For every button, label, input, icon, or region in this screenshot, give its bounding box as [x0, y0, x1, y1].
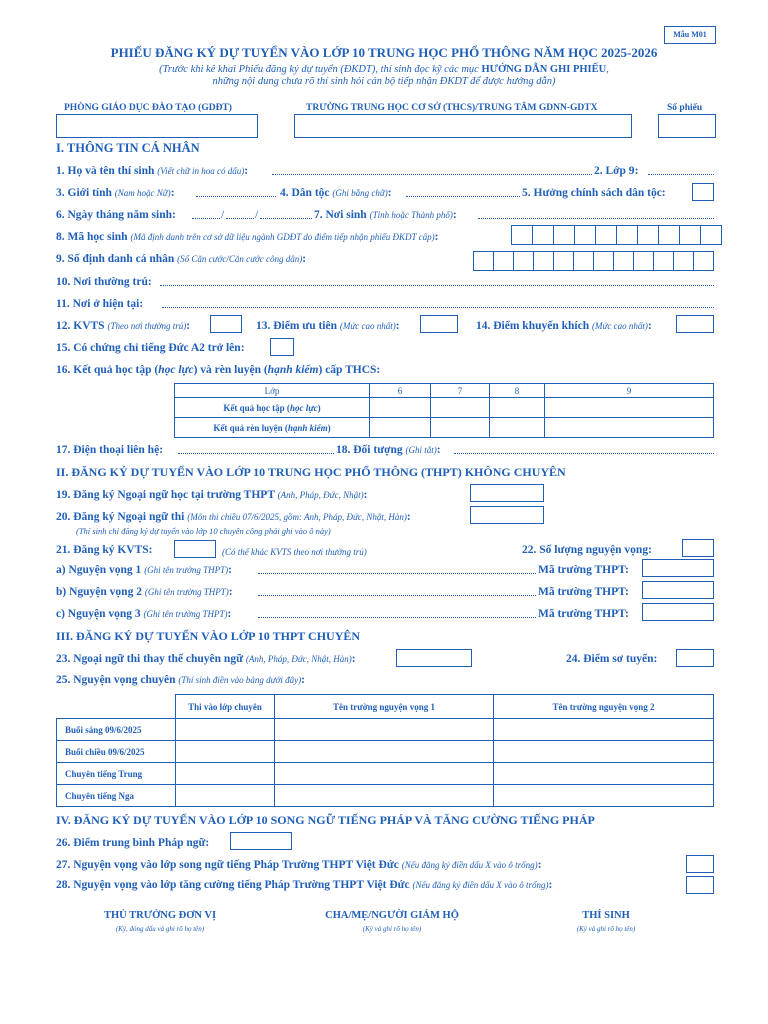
nv1-code-input[interactable]: [642, 559, 714, 577]
field-22-input[interactable]: [682, 539, 714, 557]
field-23-label: 23. Ngoại ngữ thi thay thế chuyên ngữ (Anh, Pháp, Đức, Nhật, Hàn):: [56, 653, 356, 665]
field-26-input[interactable]: [230, 832, 292, 850]
specialized-cell[interactable]: [176, 785, 275, 807]
nv3-code-input[interactable]: [642, 603, 714, 621]
field-6-label: 6. Ngày tháng năm sinh:: [56, 209, 176, 221]
field-14-label: 14. Điểm khuyến khích (Mức cao nhất):: [476, 320, 652, 332]
specialized-row-morning: Buổi sáng 09/6/2025: [57, 719, 176, 741]
page-subtitle-2: những nội dung chưa rõ thí sinh hỏi cán bộ tiếp nhận ĐKDT để được hướng dẫn): [212, 76, 556, 87]
field-15-checkbox[interactable]: [270, 338, 294, 356]
field-17-label: 17. Điện thoại liên hệ:: [56, 444, 164, 456]
field-23-input[interactable]: [396, 649, 472, 667]
field-7-line[interactable]: [478, 218, 714, 219]
results-header-7: 7: [431, 384, 490, 398]
specialized-cell[interactable]: [176, 763, 275, 785]
sign-student-hint: (Ký và ghi rõ họ tên): [576, 925, 636, 933]
field-18-label: 18. Đối tượng (Ghi tắt):: [336, 444, 441, 456]
section-1-title: I. THÔNG TIN CÁ NHÂN: [56, 141, 200, 155]
field-9-label: 9. Số định danh cá nhân (Số Căn cước/Căn cước công dân):: [56, 253, 307, 265]
results-header-6: 6: [370, 384, 431, 398]
results-header-9: 9: [545, 384, 714, 398]
specialized-header-nv1: Tên trường nguyện vọng 1: [275, 695, 494, 719]
field-24-label: 24. Điểm sơ tuyển:: [566, 653, 658, 665]
nv2-line[interactable]: [258, 595, 536, 596]
field-20-note: (Thí sinh chỉ đăng ký dự tuyển vào lớp 10 chuyên công phải ghi vào ô này): [76, 526, 331, 536]
specialized-cell[interactable]: [494, 719, 714, 741]
field-24-input[interactable]: [676, 649, 714, 667]
field-6-month[interactable]: [226, 218, 254, 219]
field-13-input[interactable]: [420, 315, 458, 333]
results-cell[interactable]: [370, 418, 431, 438]
field-4-label: 4. Dân tộc (Ghi bằng chữ):: [280, 187, 392, 199]
specialized-table: [56, 694, 714, 807]
nv2-label: b) Nguyện vọng 2 (Ghi tên trường THPT):: [56, 586, 233, 598]
field-27-label: 27. Nguyện vọng vào lớp song ngữ tiếng Pháp Trường THPT Việt Đức (Nếu đăng ký điền dấu X vào ô trống):: [56, 859, 542, 871]
field-8-label: 8. Mã học sinh (Mã định danh trên cơ sở dữ liệu ngành GDĐT do điểm tiếp nhận phiếu ĐKDT cấp):: [56, 231, 439, 243]
specialized-cell[interactable]: [494, 763, 714, 785]
specialized-row-chinese: Chuyên tiếng Trung: [57, 763, 176, 785]
specialized-cell[interactable]: [176, 741, 275, 763]
field-17-line[interactable]: [178, 453, 334, 454]
nv1-code-label: Mã trường THPT:: [538, 564, 629, 576]
field-10-label: 10. Nơi thường trú:: [56, 276, 152, 288]
specialized-row-russian: Chuyên tiếng Nga: [57, 785, 176, 807]
specialized-cell[interactable]: [275, 741, 494, 763]
field-12-label: 12. KVTS (Theo nơi thường trú):: [56, 320, 191, 332]
field-19-label: 19. Đăng ký Ngoại ngữ học tại trường THPT (Anh, Pháp, Đức, Nhật):: [56, 489, 368, 501]
date-sep-1: /: [221, 209, 225, 221]
field-21-label: 21. Đăng ký KVTS:: [56, 544, 153, 556]
date-sep-2: /: [255, 209, 259, 221]
field-16-label: 16. Kết quả học tập (học lực) và rèn luyện (hạnh kiểm) cấp THCS:: [56, 364, 381, 376]
results-cell[interactable]: [431, 418, 490, 438]
sign-parent-hint: (Ký và ghi rõ họ tên): [362, 925, 422, 933]
field-20-input[interactable]: [470, 506, 544, 524]
field-2-label: 2. Lớp 9:: [594, 165, 639, 177]
field-14-input[interactable]: [676, 315, 714, 333]
field-26-label: 26. Điểm trung bình Pháp ngữ:: [56, 837, 210, 849]
field-28-checkbox[interactable]: [686, 876, 714, 894]
field-13-label: 13. Điểm ưu tiên (Mức cao nhất):: [256, 320, 400, 332]
nv3-code-label: Mã trường THPT:: [538, 608, 629, 620]
id-number-boxes[interactable]: [474, 251, 714, 271]
field-27-checkbox[interactable]: [686, 855, 714, 873]
field-6-day[interactable]: [192, 218, 220, 219]
results-row-academic: Kết quả học tập (học lực): [175, 398, 370, 418]
form-code: Mẫu M01: [673, 30, 707, 39]
specialized-corner: [57, 695, 176, 719]
field-5-checkbox[interactable]: [692, 183, 714, 201]
specialized-row-afternoon: Buổi chiều 09/6/2025: [57, 741, 176, 763]
specialized-cell[interactable]: [275, 719, 494, 741]
nv1-line[interactable]: [258, 573, 536, 574]
school-input[interactable]: [294, 114, 632, 138]
field-21-input[interactable]: [174, 540, 216, 558]
results-cell[interactable]: [370, 398, 431, 418]
school-label: TRƯỜNG TRUNG HỌC CƠ SỞ (THCS)/TRUNG TÂM GDNN-GDTX: [306, 103, 598, 113]
sign-unit-hint: (Ký, đóng dấu và ghi rõ họ tên): [115, 925, 205, 933]
sign-parent-label: CHA/MẸ/NGƯỜI GIÁM HỘ: [325, 910, 459, 921]
nv2-code-label: Mã trường THPT:: [538, 586, 629, 598]
field-20-label: 20. Đăng ký Ngoại ngữ thi (Môn thi chiều 07/6/2025, gồm: Anh, Pháp, Đức, Nhật, Hàn):: [56, 511, 411, 523]
field-1-label: 1. Họ và tên thí sinh (Viết chữ in hoa có dấu):: [56, 165, 249, 177]
field-22-label: 22. Số lượng nguyện vọng:: [522, 544, 652, 556]
sign-student-label: THÍ SINH: [582, 910, 630, 921]
field-11-label: 11. Nơi ở hiện tại:: [56, 298, 144, 310]
results-cell[interactable]: [490, 418, 545, 438]
field-3-line[interactable]: [196, 196, 276, 197]
section-3-title: III. ĐĂNG KÝ DỰ TUYỂN VÀO LỚP 10 THPT CHUYÊN: [56, 629, 361, 643]
specialized-cell[interactable]: [275, 763, 494, 785]
field-4-line[interactable]: [406, 196, 520, 197]
specialized-cell[interactable]: [494, 741, 714, 763]
results-cell[interactable]: [490, 398, 545, 418]
sheet-no-input[interactable]: [658, 114, 716, 138]
nv3-label: c) Nguyện vọng 3 (Ghi tên trường THPT):: [56, 608, 232, 620]
field-19-input[interactable]: [470, 484, 544, 502]
dept-input[interactable]: [56, 114, 258, 138]
specialized-cell[interactable]: [494, 785, 714, 807]
field-28-label: 28. Nguyện vọng vào lớp tăng cường tiếng Pháp Trường THPT Việt Đức (Nếu đăng ký điền dấu X vào ô trống):: [56, 879, 553, 891]
field-18-line[interactable]: [454, 453, 714, 454]
field-10-line[interactable]: [160, 285, 714, 286]
field-1-line[interactable]: [272, 174, 592, 175]
specialized-header-nv2: Tên trường nguyện vọng 2: [494, 695, 714, 719]
nv2-code-input[interactable]: [642, 581, 714, 599]
sign-unit-label: THỦ TRƯỞNG ĐƠN VỊ: [103, 910, 217, 921]
dept-label: PHÒNG GIÁO DỤC ĐÀO TẠO (GDĐT): [64, 103, 232, 113]
section-2-title: II. ĐĂNG KÝ DỰ TUYỂN VÀO LỚP 10 TRUNG HỌC PHỔ THÔNG (THPT) KHÔNG CHUYÊN: [56, 465, 566, 479]
field-3-label: 3. Giới tính (Nam hoặc Nữ):: [56, 187, 175, 199]
student-code-boxes[interactable]: [512, 225, 722, 245]
specialized-header-class: Thi vào lớp chuyên: [176, 695, 275, 719]
page-title: PHIẾU ĐĂNG KÝ DỰ TUYỂN VÀO LỚP 10 TRUNG HỌC PHỔ THÔNG NĂM HỌC 2025-2026: [110, 45, 658, 60]
results-row-conduct: Kết quả rèn luyện (hạnh kiểm): [175, 418, 370, 438]
field-2-line[interactable]: [648, 174, 714, 175]
field-6-year[interactable]: [260, 218, 312, 219]
results-cell[interactable]: [431, 398, 490, 418]
results-header-8: 8: [490, 384, 545, 398]
field-5-label: 5. Hưởng chính sách dân tộc:: [522, 187, 666, 199]
page-subtitle-1: (Trước khi kê khai Phiếu đăng ký dự tuyển (ĐKDT), thí sinh đọc kỹ các mục HƯỚNG DẪN GHI PHIẾU,: [159, 64, 609, 75]
results-cell[interactable]: [545, 398, 714, 418]
field-21-hint: (Có thể khác KVTS theo nơi thường trú): [222, 547, 367, 557]
results-cell[interactable]: [545, 418, 714, 438]
field-11-line[interactable]: [162, 307, 714, 308]
results-header-grade: Lớp: [175, 384, 370, 398]
nv1-label: a) Nguyện vọng 1 (Ghi tên trường THPT):: [56, 564, 232, 576]
field-12-input[interactable]: [210, 315, 242, 333]
sheet-no-label: Số phiếu: [667, 103, 703, 113]
field-15-label: 15. Có chứng chỉ tiếng Đức A2 trở lên:: [56, 342, 245, 354]
section-4-title: IV. ĐĂNG KÝ DỰ TUYỂN VÀO LỚP 10 SONG NGỮ TIẾNG PHÁP VÀ TĂNG CƯỜNG TIẾNG PHÁP: [56, 813, 595, 827]
specialized-cell[interactable]: [275, 785, 494, 807]
results-table: [174, 383, 714, 438]
nv3-line[interactable]: [258, 617, 536, 618]
field-25-label: 25. Nguyện vọng chuyên (Thí sinh điền vào bảng dưới đây):: [56, 674, 305, 686]
field-7-label: 7. Nơi sinh (Tỉnh hoặc Thành phố):: [314, 209, 457, 221]
specialized-cell[interactable]: [176, 719, 275, 741]
